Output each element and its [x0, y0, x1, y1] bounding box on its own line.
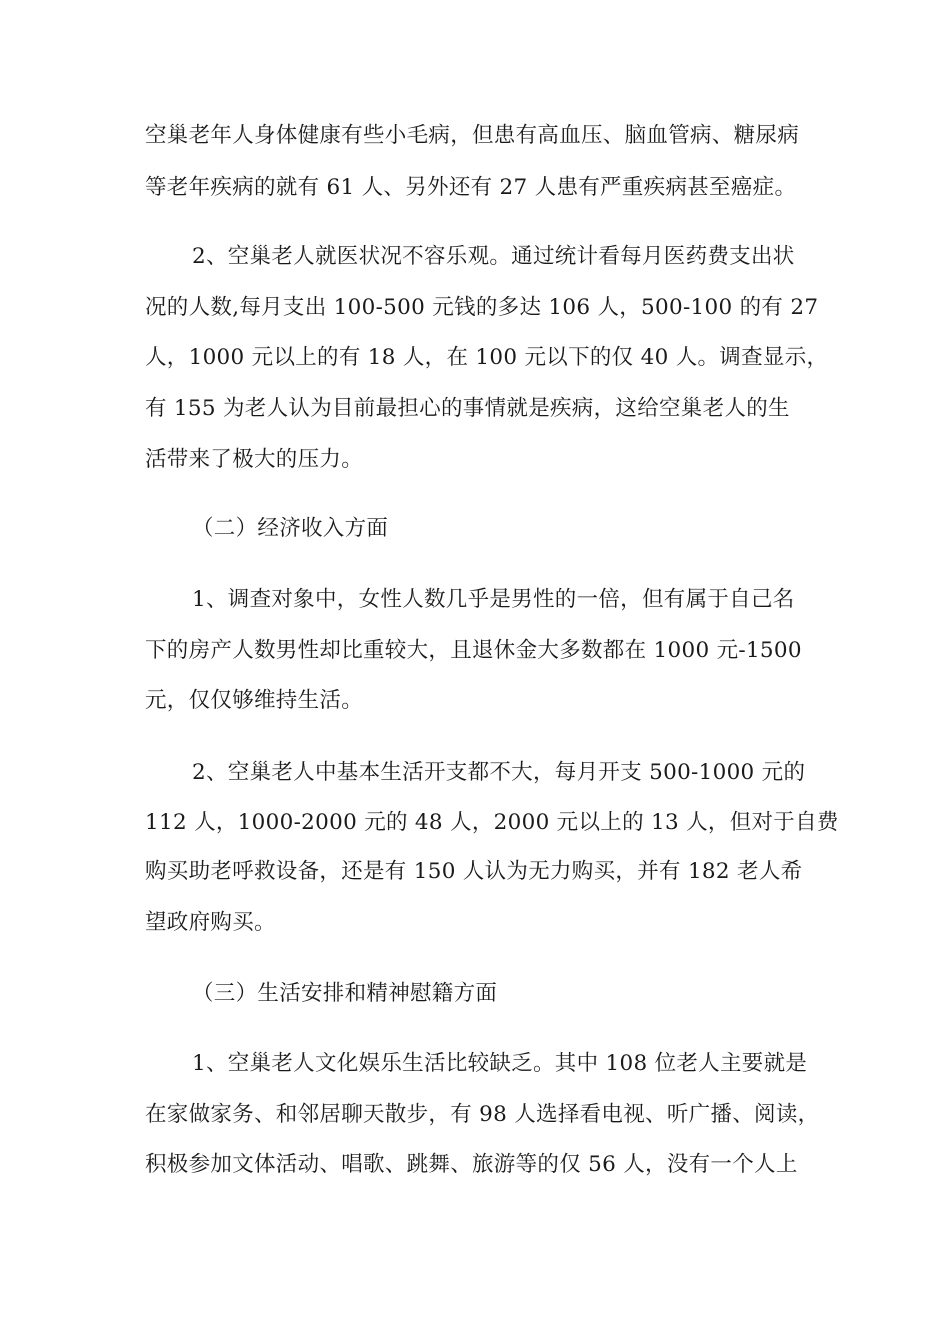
section-heading: （三）生活安排和精神慰籍方面 — [192, 981, 498, 1006]
body-text-line: 积极参加文体活动、唱歌、跳舞、旅游等的仅 56 人，没有一个人上 — [145, 1152, 798, 1177]
paragraph-first-line: 2、空巢老人中基本生活开支都不大，每月开支 500-1000 元的 — [192, 760, 806, 785]
body-text-line: 活带来了极大的压力。 — [145, 447, 364, 472]
body-text-line: 人，1000 元以上的有 18 人，在 100 元以下的仅 40 人。调查显示， — [145, 345, 829, 370]
body-text-line: 空巢老年人身体健康有些小毛病，但患有高血压、脑血管病、糖尿病 — [145, 123, 800, 148]
body-text-line: 在家做家务、和邻居聊天散步，有 98 人选择看电视、听广播、阅读， — [145, 1102, 820, 1127]
paragraph-first-line: 2、空巢老人就医状况不容乐观。通过统计看每月医药费支出状 — [192, 244, 795, 269]
body-text-line: 望政府购买。 — [145, 910, 276, 935]
body-text-line: 下的房产人数男性却比重较大，且退休金大多数都在 1000 元-1500 — [145, 638, 802, 663]
body-text-line: 等老年疾病的就有 61 人、另外还有 27 人患有严重疾病甚至癌症。 — [145, 175, 797, 200]
body-text-line: 有 155 为老人认为目前最担心的事情就是疾病，这给空巢老人的生 — [145, 396, 790, 421]
body-text-line: 元，仅仅够维持生活。 — [145, 688, 364, 713]
section-heading: （二）经济收入方面 — [192, 516, 389, 541]
paragraph-first-line: 1、调查对象中，女性人数几乎是男性的一倍，但有属于自己名 — [192, 587, 795, 612]
body-text-line: 购买助老呼救设备，还是有 150 人认为无力购买，并有 182 老人希 — [145, 859, 803, 884]
paragraph-first-line: 1、空巢老人文化娱乐生活比较缺乏。其中 108 位老人主要就是 — [192, 1051, 808, 1076]
body-text-line: 112 人，1000-2000 元的 48 人，2000 元以上的 13 人，但对于自费 — [145, 810, 839, 835]
body-text-line: 况的人数,每月支出 100-500 元钱的多达 106 人，500-100 的有 27 — [145, 295, 819, 320]
